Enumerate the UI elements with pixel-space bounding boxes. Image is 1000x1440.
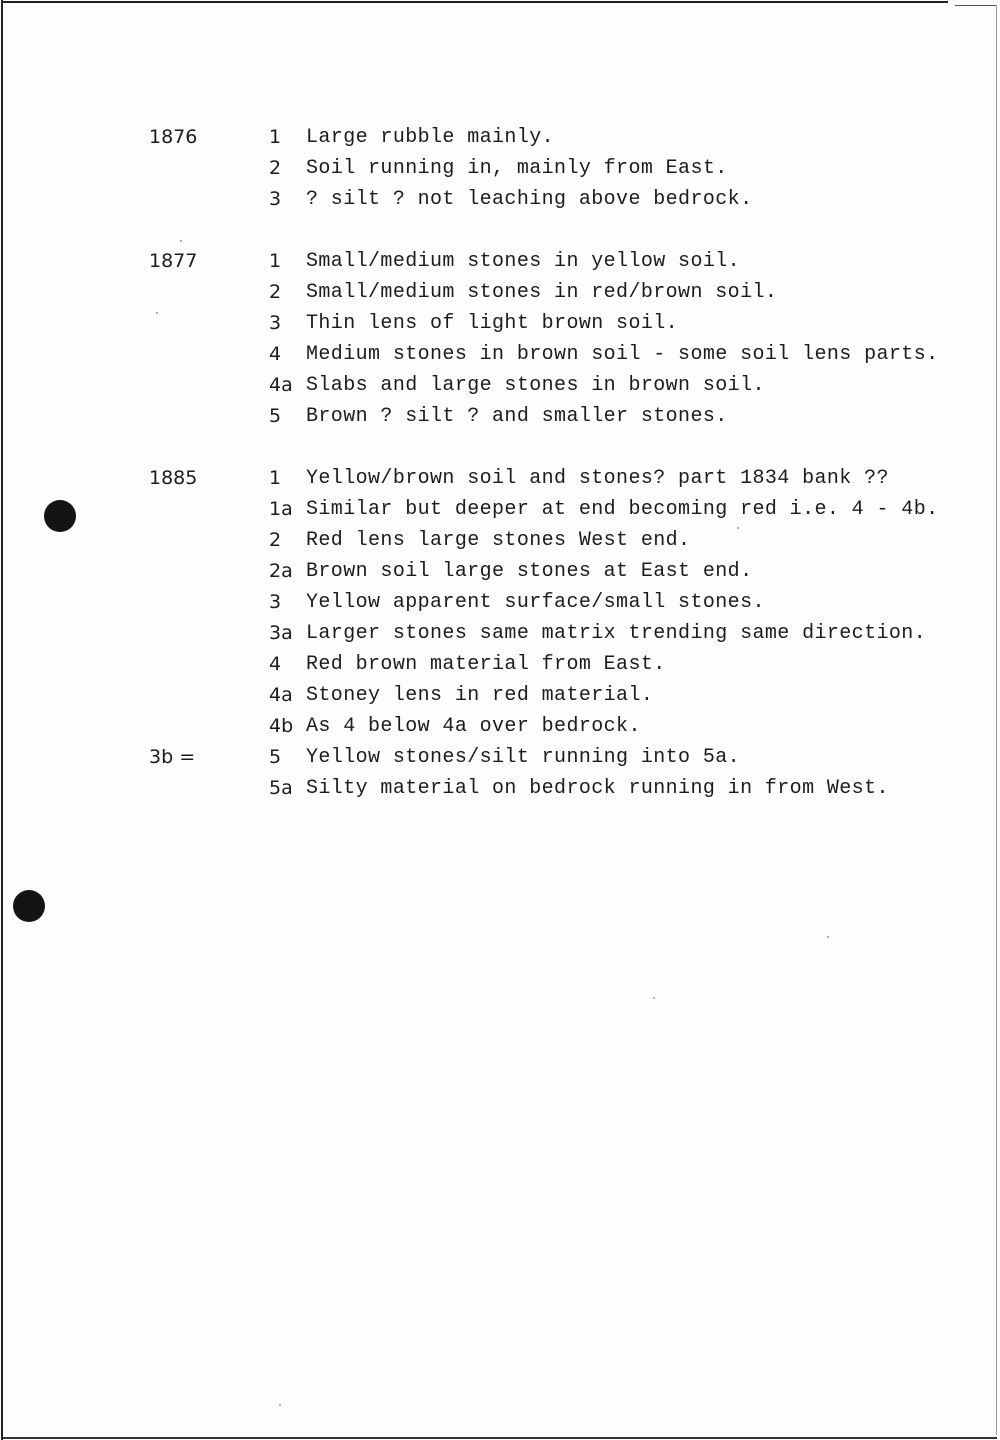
layer-number: 4a xyxy=(269,374,293,396)
layer-number: 4 xyxy=(269,343,282,365)
ledger-row xyxy=(0,525,1000,556)
ledger-row xyxy=(0,339,1000,370)
section-year-1877: 1877 xyxy=(149,250,198,272)
layer-description: ? silt ? not leaching above bedrock. xyxy=(306,188,753,211)
layer-description: Silty material on bedrock running in from West. xyxy=(306,777,889,800)
ledger-row xyxy=(0,308,1000,339)
ledger-row xyxy=(0,773,1000,804)
ledger-row xyxy=(0,153,1000,184)
layer-description: Yellow/brown soil and stones? part 1834 bank ?? xyxy=(306,467,889,490)
stratigraphy-ledger xyxy=(0,122,1000,804)
layer-number: 3 xyxy=(269,188,282,210)
layer-number: 2 xyxy=(269,157,282,179)
layer-number: 1 xyxy=(269,126,282,148)
layer-number: 4b xyxy=(269,715,294,737)
layer-description: Yellow apparent surface/small stones. xyxy=(306,591,765,614)
ledger-row xyxy=(0,587,1000,618)
ledger-row xyxy=(0,649,1000,680)
ledger-row xyxy=(0,184,1000,215)
ledger-row xyxy=(0,711,1000,742)
layer-number: 4a xyxy=(269,684,293,706)
ledger-row xyxy=(0,618,1000,649)
layer-description: Slabs and large stones in brown soil. xyxy=(306,374,765,397)
layer-description: Similar but deeper at end becoming red i.e. 4 - 4b. xyxy=(306,498,939,521)
ledger-row xyxy=(0,556,1000,587)
paper-speck xyxy=(827,936,829,938)
ledger-row xyxy=(0,494,1000,525)
layer-description: Brown ? silt ? and smaller stones. xyxy=(306,405,728,428)
section-year-1876: 1876 xyxy=(149,126,198,148)
layer-description: As 4 below 4a over bedrock. xyxy=(306,715,641,738)
ledger-row xyxy=(0,463,1000,494)
section-gap xyxy=(0,215,1000,246)
layer-number: 2 xyxy=(269,281,282,303)
paper-speck xyxy=(653,997,655,999)
section-gap xyxy=(0,432,1000,463)
layer-description: Stoney lens in red material. xyxy=(306,684,654,707)
paper-speck xyxy=(279,1404,281,1406)
layer-number: 5a xyxy=(269,777,293,799)
layer-description: Larger stones same matrix trending same direction. xyxy=(306,622,927,645)
layer-description: Small/medium stones in yellow soil. xyxy=(306,250,741,273)
layer-number: 4 xyxy=(269,653,282,675)
layer-description: Red brown material from East. xyxy=(306,653,666,676)
ledger-row xyxy=(0,370,1000,401)
section-year-1885: 1885 xyxy=(149,467,198,489)
layer-description: Large rubble mainly. xyxy=(306,126,555,149)
layer-description: Soil running in, mainly from East. xyxy=(306,157,728,180)
layer-description: Brown soil large stones at East end. xyxy=(306,560,753,583)
layer-description: Small/medium stones in red/brown soil. xyxy=(306,281,778,304)
layer-number: 1 xyxy=(269,467,282,489)
layer-number: 2 xyxy=(269,529,282,551)
layer-number: 2a xyxy=(269,560,293,582)
layer-number: 3 xyxy=(269,591,282,613)
ledger-row xyxy=(0,246,1000,277)
ledger-row xyxy=(0,742,1000,773)
side-note-equivalence: 3b = xyxy=(149,746,196,768)
ledger-row xyxy=(0,401,1000,432)
ledger-row xyxy=(0,277,1000,308)
layer-number: 3a xyxy=(269,622,293,644)
ledger-row xyxy=(0,122,1000,153)
layer-number: 3 xyxy=(269,312,282,334)
page-edge-top xyxy=(2,1,948,3)
ledger-row xyxy=(0,680,1000,711)
page-edge-bottom xyxy=(3,1437,997,1439)
layer-description: Thin lens of light brown soil. xyxy=(306,312,679,335)
layer-number: 5 xyxy=(269,746,282,768)
layer-number: 5 xyxy=(269,405,282,427)
layer-description: Medium stones in brown soil - some soil lens parts. xyxy=(306,343,939,366)
layer-description: Yellow stones/silt running into 5a. xyxy=(306,746,741,769)
layer-description: Red lens large stones West end. xyxy=(306,529,691,552)
page-edge-top-right xyxy=(955,5,997,6)
layer-number: 1a xyxy=(269,498,293,520)
layer-number: 1 xyxy=(269,250,282,272)
